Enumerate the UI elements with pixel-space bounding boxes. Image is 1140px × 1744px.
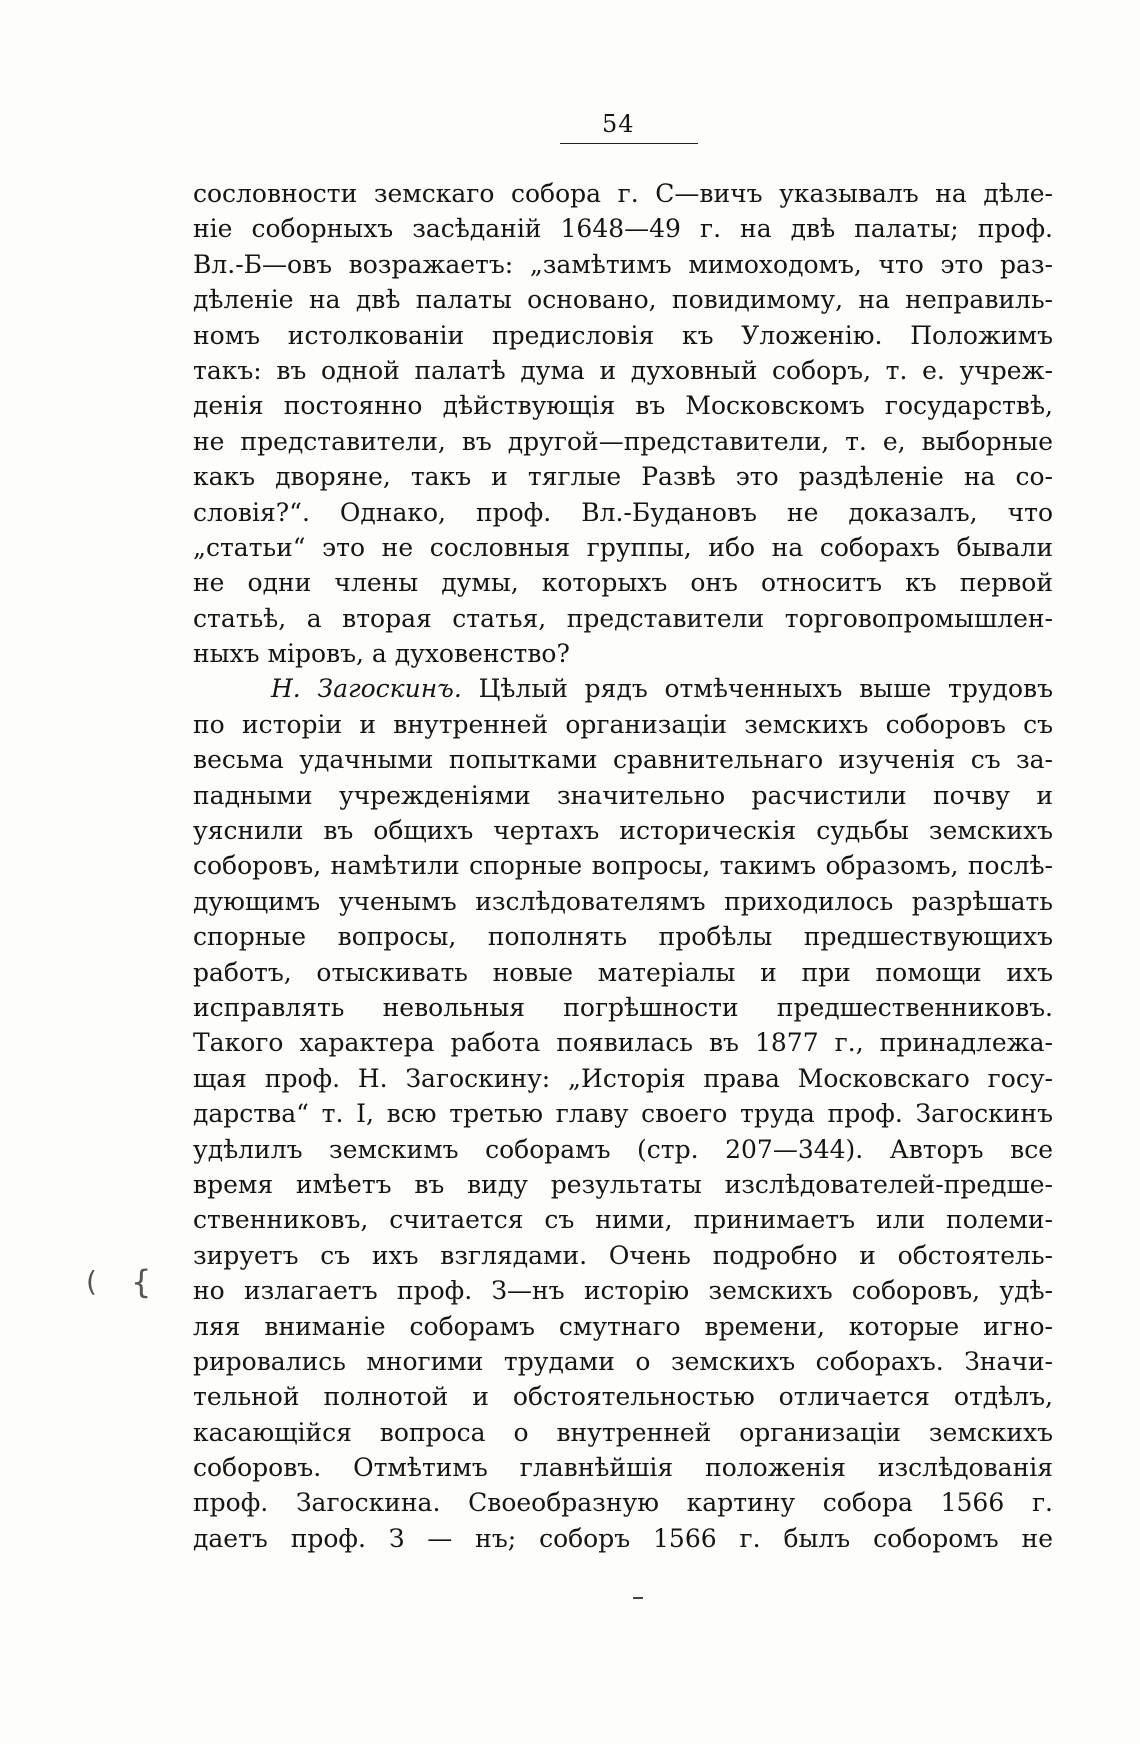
text-line: соборовъ, намѣтили спорные вопросы, такимъ образомъ, послѣ- [193,851,1053,881]
text-line: проф. Загоскина. Своеобразную картину собора 1566 г. [193,1488,1053,1518]
text-line: такъ: въ одной палатѣ дума и духовный соборъ, т. е. учреж- [193,355,1053,385]
text-line: Такого характера работа появилась въ 1877 г., принадлежа- [193,1028,1053,1058]
text-line: рировались многими трудами о земскихъ соборахъ. Значи- [193,1346,1053,1376]
text-line: падными учрежденіями значительно расчистили почву и [193,780,1053,810]
text-line: дарства“ т. I, всю третью главу своего труда проф. Загоскинъ [193,1099,1053,1129]
text-line: дѣленіе на двѣ палаты основано, повидимому, на неправиль- [193,285,1053,315]
text-line: какъ дворяне, такъ и тяглые Развѣ это раздѣленіе на со- [193,462,1053,492]
text-line: „статьи“ это не сословныя группы, ибо на соборахъ бывали [193,532,1053,562]
lead-text: Цѣлый рядъ отмѣченныхъ выше трудовъ [478,674,1053,704]
body-text [193,176,1053,1556]
text-line: номъ истолкованіи предисловія къ Уложенію. Положимъ [193,320,1053,350]
text-line: касающійся вопроса о внутренней организаціи земскихъ [193,1417,1053,1447]
page-number: 54 [602,110,635,138]
text-line: весьма удачными попытками сравнительнаго изученія съ за- [193,745,1053,775]
text-line: но излагаетъ проф. З—нъ исторію земскихъ соборовъ, удѣ- [193,1276,1053,1306]
text-line: уяснили въ общихъ чертахъ историческія судьбы земскихъ [193,816,1053,846]
header-rule [560,143,698,144]
text-line: тельной полнотой и обстоятельностью отличается отдѣлъ, [193,1382,1053,1412]
text-line: спорные вопросы, пополнять пробѣлы предшествующихъ [193,922,1053,952]
text-line: по исторіи и внутренней организаціи земскихъ соборовъ съ [193,709,1053,739]
text-line: сословности земскаго собора г. С—вичъ указывалъ на дѣле- [193,179,1053,208]
text-line: дующимъ ученымъ изслѣдователямъ приходилось разрѣшать [193,886,1053,916]
text-line: словія?“. Однако, проф. Вл.-Будановъ не доказалъ, что [193,497,1053,527]
paragraph-lead-line [193,671,1053,706]
text-line: даетъ проф. З — нъ; соборъ 1566 г. былъ соборомъ не [193,1523,1053,1553]
text-line: ныхъ міровъ, а духовенство? [193,639,570,669]
text-line: работъ, отыскивать новые матеріалы и при помощи ихъ [193,957,1053,987]
footer-dash [633,1597,643,1599]
text-line: ственниковъ, считается съ ними, принимаетъ или полеми- [193,1205,1053,1235]
text-line: не представители, въ другой—представители, т. е, выборные [193,426,1053,456]
text-line: удѣлилъ земскимъ соборамъ (стр. 207—344). Авторъ все [193,1134,1053,1164]
text-line: ляя вниманіе соборамъ смутнаго времени, которые игно- [193,1311,1053,1341]
author-name: Н. Загоскинъ. [271,674,462,704]
text-line: соборовъ. Отмѣтимъ главнѣйшія положенія изслѣдованія [193,1453,1053,1483]
text-line: ніе соборныхъ засѣданій 1648—49 г. на двѣ палаты; проф. [193,214,1053,244]
text-line: зируетъ съ ихъ взглядами. Очень подробно и обстоятель- [193,1240,1053,1270]
text-line: денія постоянно дѣйствующія въ Московскомъ государствѣ, [193,391,1053,421]
margin-pencil-mark: ( [86,1265,97,1298]
text-line: щая проф. Н. Загоскину: „Исторія права Московскаго госу- [193,1063,1053,1093]
text-line: статьѣ, а вторая статья, представители торговопромышлен- [193,603,1053,633]
margin-pencil-mark: { [131,1263,152,1301]
text-line: Вл.-Б—овъ возражаетъ: „замѣтимъ мимоходомъ, что это раз- [193,249,1053,279]
text-line: не одни члены думы, которыхъ онъ относитъ къ первой [193,568,1053,598]
text-line: исправлять невольныя погрѣшности предшественниковъ. [193,992,1053,1022]
text-line: время имѣетъ въ виду результаты изслѣдователей-предше- [193,1169,1053,1199]
